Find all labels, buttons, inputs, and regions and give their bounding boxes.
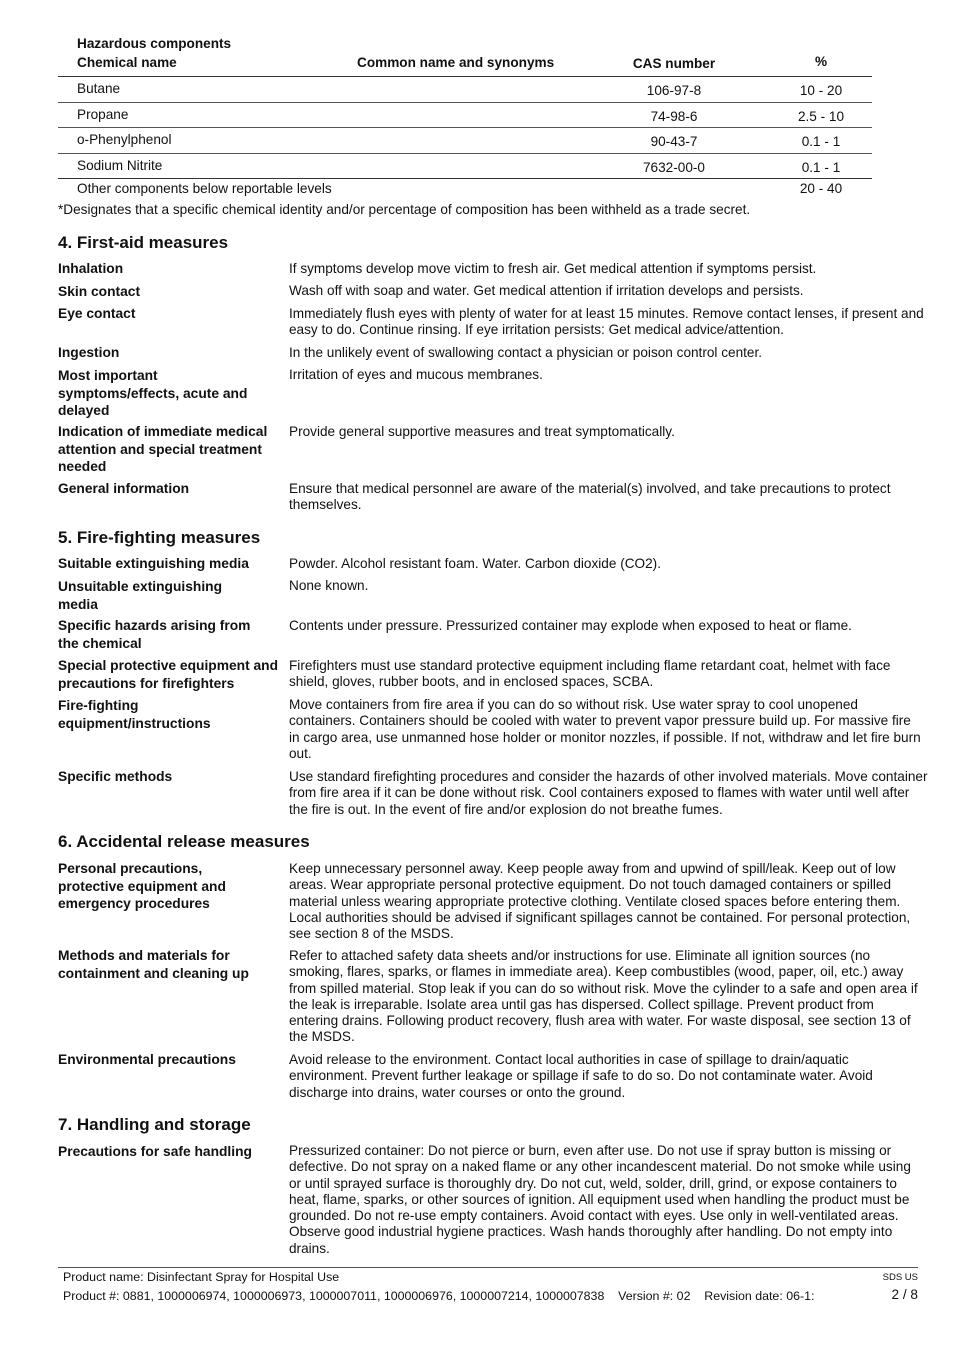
field-label: General information <box>58 481 190 496</box>
other-components-percent: 20 - 40 <box>799 181 843 196</box>
synonyms-header: Common name and synonyms <box>357 55 555 70</box>
field-text: Provide general supportive measures and treat symptomatically. <box>289 424 675 439</box>
chemical-name-header: Chemical name <box>77 55 177 70</box>
other-components-row <box>58 179 872 201</box>
field-label: Specific hazards arising from the chemical <box>58 618 251 651</box>
field-label: Eye contact <box>58 306 136 321</box>
table-row <box>58 128 872 154</box>
field-label: Ingestion <box>58 345 120 360</box>
field-label: Personal precautions, protective equipment and emergency procedures <box>58 861 226 911</box>
field-text: In the unlikely event of swallowing contact a physician or poison control center. <box>289 345 763 360</box>
footer-revision-date: Revision date: 06-1: <box>704 1289 815 1303</box>
footer-product-info <box>63 1289 843 1303</box>
footer-version: Version #: 02 <box>618 1289 691 1303</box>
cas-cell: 106-97-8 <box>646 83 702 98</box>
percent-header: % <box>814 54 828 69</box>
hazardous-components-table <box>58 34 872 201</box>
field-label: Unsuitable extinguishing media <box>58 579 223 612</box>
table-row <box>58 154 872 180</box>
field-label: Environmental precautions <box>58 1052 236 1067</box>
field-text: Irritation of eyes and mucous membranes. <box>289 367 543 382</box>
percent-cell: 2.5 - 10 <box>797 108 845 124</box>
cas-cell: 74-98-6 <box>650 108 698 124</box>
field-text: If symptoms develop move victim to fresh air. Get medical attention if symptoms persist. <box>289 261 817 276</box>
footer-page-number: 2 / 8 <box>891 1287 918 1302</box>
field-label: Precautions for safe handling <box>58 1144 252 1159</box>
footer-product-numbers: Product #: 0881, 1000006974, 1000006973, 1000007011, 1000006976, 1000007214, 1000007838 <box>63 1289 605 1303</box>
field-text: Contents under pressure. Pressurized container may explode when exposed to heat or flame. <box>289 618 852 633</box>
section-4-title: 4. First-aid measures <box>58 233 229 252</box>
field-text: Keep unnecessary personnel away. Keep people away from and upwind of spill/leak. Keep out of low areas. Wear appropriate personal protective equipment. Do not touch damaged containers or spilled material unless wearing appropriate protective clothing. Ventilate closed spaces before entering them. Local authorities should be advised if significant spillages cannot be contained. For personal protection, see section 8 of the MSDS. <box>289 861 911 942</box>
chemical-name-cell: Sodium Nitrite <box>77 157 163 173</box>
field-label: Most important symptoms/effects, acute and delayed <box>58 368 248 418</box>
section-5-title: 5. Fire-fighting measures <box>58 528 261 547</box>
chemical-name-cell: Propane <box>77 106 129 122</box>
field-label: Suitable extinguishing media <box>58 556 249 571</box>
cas-cell: 90-43-7 <box>650 134 698 149</box>
field-text: Use standard firefighting procedures and consider the hazards of other involved materials. Move container from fire area if it can be done without risk. Cool containers exposed to flames with water until well after the fire is out. In the event of fire and/or explosion do not breathe fumes. <box>289 769 928 817</box>
field-label: Special protective equipment and precautions for firefighters <box>58 658 279 691</box>
trade-secret-note: *Designates that a specific chemical identity and/or percentage of composition has been withheld as a trade secret. <box>58 202 751 217</box>
field-label: Methods and materials for containment and cleaning up <box>58 948 249 981</box>
field-text: Avoid release to the environment. Contact local authorities in case of spillage to drain/aquatic environment. Prevent further leakage or spillage if safe to do so. Do not contaminate water. Avoid discharge into drains, water courses or onto the ground. <box>289 1052 873 1100</box>
field-label: Fire-fighting equipment/instructions <box>58 698 211 731</box>
field-text: Powder. Alcohol resistant foam. Water. Carbon dioxide (CO2). <box>289 556 661 571</box>
field-label: Inhalation <box>58 261 124 276</box>
field-text: Refer to attached safety data sheets and/or instructions for use. Eliminate all ignition sources (no smoking, flares, sparks, or flames in immediate area). Keep combustibles (wood, paper, oil, etc.) away from spilled material. Stop leak if you can do so without risk. Move the cylinder to a safe and open area if the leak is irreparable. Isolate area until gas has dispersed. Collect spillage. Prevent product from entering drains. Following product recovery, flush area with water. For waste disposal, see section 13 of the MSDS. <box>289 948 918 1045</box>
field-label: Specific methods <box>58 769 173 784</box>
field-text: Pressurized container: Do not pierce or burn, even after use. Do not use if spray button is missing or defective. Do not spray on a naked flame or any other incandescent material. Do not smoke while using or until sprayed surface is thoroughly dry. Do not cut, weld, solder, drill, grind, or expose containers to heat, flame, sparks, or other sources of ignition. All equipment used when handling the product must be grounded. Do not re-use empty containers. Avoid contact with eyes. Use only in well-ventilated areas. Observe good industrial hygiene practices. Wash hands thoroughly after handling. Do not empty into drains. <box>289 1143 911 1256</box>
other-components-label: Other components below reportable levels <box>77 181 332 196</box>
percent-cell: 0.1 - 1 <box>801 159 841 175</box>
table-header <box>58 34 872 77</box>
table-group-heading: Hazardous components <box>77 36 232 51</box>
footer-divider <box>58 1267 918 1268</box>
field-text: None known. <box>289 578 369 593</box>
cas-cell: 7632-00-0 <box>643 159 705 175</box>
field-text: Ensure that medical personnel are aware of the material(s) involved, and take precautions to protect themselves. <box>289 481 891 513</box>
field-text: Firefighters must use standard protective equipment including flame retardant coat, helmet with face shield, gloves, rubber boots, and in enclosed spaces, SCBA. <box>289 658 891 690</box>
section-6-title: 6. Accidental release measures <box>58 832 310 851</box>
footer-product-name: Product name: Disinfectant Spray for Hospital Use <box>63 1270 340 1284</box>
field-label: Indication of immediate medical attention and special treatment needed <box>58 424 268 474</box>
table-row <box>58 77 872 103</box>
table-row <box>58 103 872 129</box>
cas-header: CAS number <box>632 56 716 71</box>
percent-cell: 0.1 - 1 <box>801 134 841 149</box>
field-text: Wash off with soap and water. Get medical attention if irritation develops and persists. <box>289 283 804 298</box>
footer-doc-type: SDS US <box>882 1272 918 1283</box>
chemical-name-cell: Butane <box>77 81 121 96</box>
field-text: Move containers from fire area if you can do so without risk. Use water spray to cool unopened containers. Containers should be cooled with water to prevent vapor pressure build up. For massive fire in cargo area, use unmanned hose holder or monitor nozzles, if possible. If not, withdraw and let fire burn out. <box>289 697 921 761</box>
chemical-name-cell: o-Phenylphenol <box>77 132 172 147</box>
field-label: Skin contact <box>58 284 141 299</box>
field-text: Immediately flush eyes with plenty of water for at least 15 minutes. Remove contact lenses, if present and easy to do. Continue rinsing. If eye irritation persists: Get medical advice/attention. <box>289 306 924 338</box>
percent-cell: 10 - 20 <box>799 83 843 98</box>
section-7-title: 7. Handling and storage <box>58 1115 251 1134</box>
